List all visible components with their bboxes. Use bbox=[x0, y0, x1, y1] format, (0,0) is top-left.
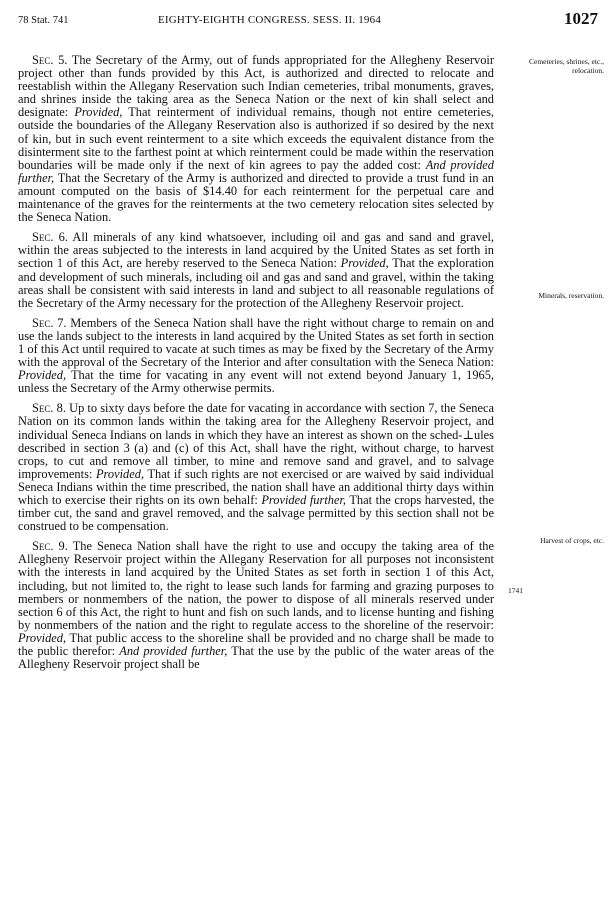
margin-note-minerals: Minerals, reservation. bbox=[538, 291, 604, 300]
section-label: Sec. 9. bbox=[32, 539, 68, 554]
margin-note-stat-cite: 1741 bbox=[508, 586, 523, 595]
section-label: Sec. 5. bbox=[32, 53, 68, 67]
section-label: Sec. 6. bbox=[32, 230, 68, 245]
margin-note-cemeteries: Cemeteries, shrines, etc., relocation. bbox=[529, 57, 604, 75]
stat-reference: 78 Stat. 741 bbox=[18, 15, 69, 26]
congress-session-title: EIGHTY-EIGHTH CONGRESS. SESS. II. 1964 bbox=[158, 14, 382, 26]
page-number: 1027 bbox=[564, 9, 598, 28]
section-label: Sec. 8. bbox=[32, 401, 66, 416]
section-6-paragraph: Sec. 6. All minerals of any kind whatsoever, including oil and gas and sand and gravel, within the areas subjected to the interests in land acquired by the United States as set forth in section 1 of this Act, are hereby reserved to the Seneca Nation: Provided, That the exploration and development of such minerals, including oil and gas and sand and gravel, within the taking areas shall be consistent with said interests in land and subject to all reasonable regulations of the Secretary of the Army necessary for the protection of the Allegheny Reservoir project. bbox=[18, 230, 494, 310]
statute-body bbox=[18, 54, 494, 678]
margin-note-harvest: Harvest of crops, etc. bbox=[540, 536, 604, 545]
section-7-paragraph: Sec. 7. Members of the Seneca Nation shall have the right without charge to remain on and use the lands subject to the interests in land acquired by the United States as set forth in section 1 of this Act until required to vacate at such times as may be fixed by the Secretary of the Army with the approval of the Secretary of the Interior and after consultation with the Seneca Nation: Provided, That the time for vacating in any event will not extend beyond January 1, 1965, unless the Secretary of the Army otherwise permits. bbox=[18, 315, 494, 396]
running-header bbox=[0, 9, 616, 33]
section-8-paragraph: Sec. 8. Up to sixty days before the date for vacating in accordance with section 7, the Seneca Nation on its common lands within the taking area for the Allegheny Reservoir project, and individual Seneca Indians on lands in which they have an interest as shown on the sched-⊥ules described in section 3 (a) and (c) of this Act, shall have the right, without charge, to harvest crops, to cut and remove all timber, to mine and remove sand and gravel, and to salvage improvements: Provided, That if such rights are not exercised or are waived by said individual Seneca Indians within the time prescribed, the nation shall have an additional thirty days within which to exercise their rights on its own behalf: Provided further, That the crops harvested, the timber cut, the sand and gravel removed, and the salvage permitted by this section shall not be construed to be compensation. bbox=[18, 401, 494, 534]
section-label: Sec. 7. bbox=[32, 315, 67, 330]
section-9-paragraph: Sec. 9. The Seneca Nation shall have the right to use and occupy the taking area of the Allegheny Reservoir project within the Allegany Reservation for all purposes not inconsistent with the interests in land acquired by the United States as set forth in section 1 of this Act, including, but not limited to, the right to lease such lands for farming and grazing purposes to members or nonmembers of the nation, the power to dispose of all minerals reserved under section 6 of this Act, the right to hunt and fish on such lands, and to license hunting and fishing by nonmembers of the nation and the right to regulate access to the shoreline of the reservoir: Provided, That public access to the shoreline shall be provided and no charge shall be made to the public therefor: And provided further, That the use by the public of the water areas of the Allegheny Reservoir project shall be bbox=[18, 539, 494, 672]
section-5-paragraph: Sec. 5. The Secretary of the Army, out of funds appropriated for the Allegheny Reservoir project other than funds provided by this Act, is authorized and directed to relocate and reestablish within the Allegany Reservation such Indian cemeteries, tribal monuments, graves, and shrines inside the taking area as the Seneca Nation or the next of kin shall select and designate: Provided, That reinterment of individual remains, though not entire cemeteries, outside the boundaries of the Allegany Reservation also is authorized if so desired by the next of kin, but in such event reinterment to a site which exceeds the equivalent distance from the disinterment site to the farthest point at which reinterment could be made within the reservation boundaries will be made only if the next of kin agrees to pay the added cost: And provided further, That the Secretary of the Army is authorized and directed to provide a trust fund in an amount computed on the basis of $14.40 for each reinterment for the perpetual care and maintenance of the graves for the reinterments at the two cemetery relocation sites selected by the Seneca Nation. bbox=[18, 53, 494, 225]
